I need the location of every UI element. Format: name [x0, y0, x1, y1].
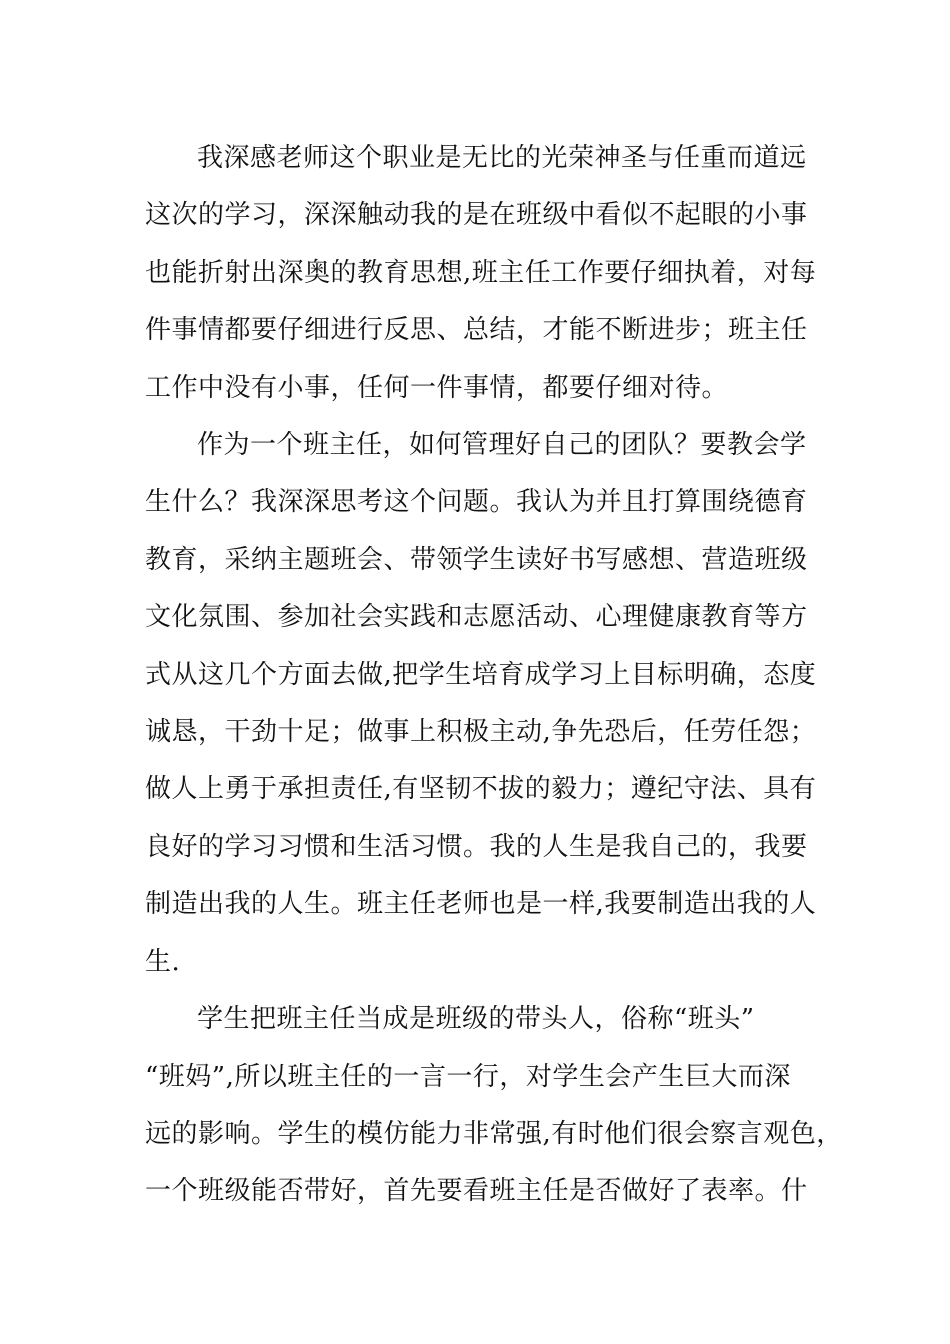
- paragraph-line: 件事情都要仔细进行反思、总结，才能不断进步；班主任: [145, 315, 808, 346]
- paragraph-1: [145, 130, 817, 417]
- paragraph-line: “班妈”,所以班主任的一言一行，对学生会产生巨大而深: [145, 1061, 791, 1092]
- document-body: [145, 130, 843, 1221]
- paragraph-line: 文化氛围、参加社会实践和志愿活动、心理健康教育等方: [145, 602, 808, 633]
- paragraph-line: 我深感老师这个职业是无比的光荣神圣与任重而道远: [197, 143, 807, 173]
- paragraph-line: 教育，采纳主题班会、带领学生读好书写感想、营造班级: [145, 544, 808, 575]
- paragraph-line: 诚恳，干劲十足；做事上积极主动,争先恐后，任劳任怨；: [145, 717, 817, 748]
- paragraph-line: 良好的学习习惯和生活习惯。我的人生是我自己的，我要: [145, 831, 808, 862]
- paragraph-line: 一个班级能否带好，首先要看班主任是否做好了表率。什: [145, 1176, 808, 1207]
- paragraph-line: 作为一个班主任，如何管理好自己的团队？要教会学: [197, 430, 807, 461]
- paragraph-3: [145, 991, 843, 1221]
- paragraph-line: 这次的学习，深深触动我的是在班级中看似不起眼的小事: [145, 200, 808, 231]
- paragraph-line: 也能折射出深奥的教育思想,班主任工作要仔细执着，对每: [145, 257, 817, 288]
- paragraph-line: 工作中没有小事，任何一件事情，都要仔细对待。: [145, 372, 729, 403]
- paragraph-2: [145, 417, 817, 991]
- paragraph-line: 生什么？我深深思考这个问题。我认为并且打算围绕德育: [145, 487, 808, 518]
- paragraph-line: 式从这几个方面去做,把学生培育成学习上目标明确，态度: [145, 659, 817, 690]
- paragraph-line: 做人上勇于承担责任,有坚韧不拔的毅力；遵纪守法、具有: [145, 774, 817, 805]
- paragraph-line: 制造出我的人生。班主任老师也是一样,我要制造出我的人: [145, 889, 817, 920]
- paragraph-line: 远的影响。学生的模仿能力非常强,有时他们很会察言观色，: [145, 1118, 843, 1149]
- paragraph-line: 学生把班主任当成是班级的带头人，俗称“班头”: [197, 1004, 755, 1035]
- paragraph-line: 生.: [145, 946, 181, 977]
